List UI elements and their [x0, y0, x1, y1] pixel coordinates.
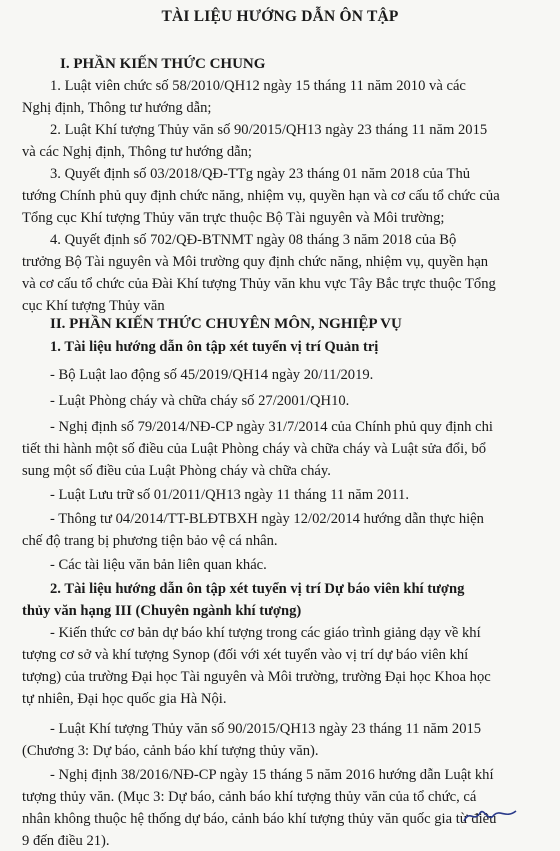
document-line: và các Nghị định, Thông tư hướng dẫn; — [22, 144, 252, 160]
document-line: tượng thủy văn. (Mục 3: Dự báo, cảnh báo khí tượng thủy văn của tổ chức, cá — [22, 789, 477, 805]
signature-mark — [460, 803, 520, 827]
document-line: - Luật Phòng cháy và chữa cháy số 27/2001/QH10. — [50, 393, 350, 409]
document-line: cục Khí tượng Thủy văn — [22, 298, 165, 314]
document-line: tướng Chính phủ quy định chức năng, nhiệm vụ, quyền hạn và cơ cấu tổ chức của — [22, 188, 500, 204]
document-line: - Nghị định 38/2016/NĐ-CP ngày 15 tháng 5 năm 2016 hướng dẫn Luật khí — [50, 767, 494, 783]
document-title: TÀI LIỆU HƯỚNG DẪN ÔN TẬP — [161, 8, 399, 25]
document-line: chế độ trang bị phương tiện bảo vệ cá nhân. — [22, 533, 278, 549]
document-line: - Nghị định số 79/2014/NĐ-CP ngày 31/7/2014 của Chính phủ quy định chi — [50, 419, 493, 435]
document-line: - Luật Lưu trữ số 01/2011/QH13 ngày 11 tháng 11 năm 2011. — [50, 487, 409, 503]
document-line: 4. Quyết định số 702/QĐ-BTNMT ngày 08 tháng 3 năm 2018 của Bộ — [50, 232, 457, 248]
document-line: - Thông tư 04/2014/TT-BLĐTBXH ngày 12/02/2014 hướng dẫn thực hiện — [50, 511, 484, 527]
document-line: Nghị định, Thông tư hướng dẫn; — [22, 100, 212, 116]
document-line: - Kiến thức cơ bản dự báo khí tượng trong các giáo trình giảng dạy về khí — [50, 625, 481, 641]
document-line: tượng) của trường Đại học Tài nguyên và Môi trường, trường Đại học Khoa học — [22, 669, 491, 685]
document-line: trưởng Bộ Tài nguyên và Môi trường quy định chức năng, nhiệm vụ, quyền hạn — [22, 254, 489, 270]
document-line: thủy văn hạng III (Chuyên ngành khí tượng) — [22, 603, 302, 619]
document-line: (Chương 3: Dự báo, cảnh báo khí tượng thủy văn). — [22, 743, 319, 759]
document-line: - Luật Khí tượng Thủy văn số 90/2015/QH13 ngày 23 tháng 11 năm 2015 — [50, 721, 482, 737]
document-line: tự nhiên, Đại học quốc gia Hà Nội. — [22, 691, 227, 707]
document-line: 3. Quyết định số 03/2018/QĐ-TTg ngày 23 tháng 01 năm 2018 của Thủ — [50, 166, 471, 182]
document-line: Tổng cục Khí tượng Thủy văn trực thuộc Bộ Tài nguyên và Môi trường; — [22, 210, 445, 226]
document-line: II. PHẦN KIẾN THỨC CHUYÊN MÔN, NGHIỆP VỤ — [50, 316, 402, 332]
document-line: sung một số điều của Luật Phòng cháy và chữa cháy. — [22, 463, 331, 479]
document-line: I. PHẦN KIẾN THỨC CHUNG — [60, 56, 266, 72]
document-line: 2. Tài liệu hướng dẫn ôn tập xét tuyển vị trí Dự báo viên khí tượng — [50, 581, 465, 597]
document-line: - Bộ Luật lao động số 45/2019/QH14 ngày 20/11/2019. — [50, 367, 374, 383]
document-line: 1. Tài liệu hướng dẫn ôn tập xét tuyển vị trí Quản trị — [50, 339, 379, 355]
document-line: 1. Luật viên chức số 58/2010/QH12 ngày 15 tháng 11 năm 2010 và các — [50, 78, 466, 94]
document-line: 2. Luật Khí tượng Thủy văn số 90/2015/QH13 ngày 23 tháng 11 năm 2015 — [50, 122, 488, 138]
document-line: tiết thi hành một số điều của Luật Phòng cháy và chữa cháy và Luật sửa đổi, bổ — [22, 441, 487, 457]
document-line: tượng cơ sở và khí tượng Synop (đối với xét tuyển vào vị trí dự báo viên khí — [22, 647, 469, 663]
document-line: nhân không thuộc hệ thống dự báo, cảnh báo khí tượng thủy văn quốc gia từ điều — [22, 811, 497, 827]
document-line: 9 đến điều 21). — [22, 833, 110, 849]
document-line: - Các tài liệu văn bản liên quan khác. — [50, 557, 267, 573]
document-line: và cơ cấu tổ chức của Đài Khí tượng Thủy văn khu vực Tây Bắc trực thuộc Tổng — [22, 276, 496, 292]
